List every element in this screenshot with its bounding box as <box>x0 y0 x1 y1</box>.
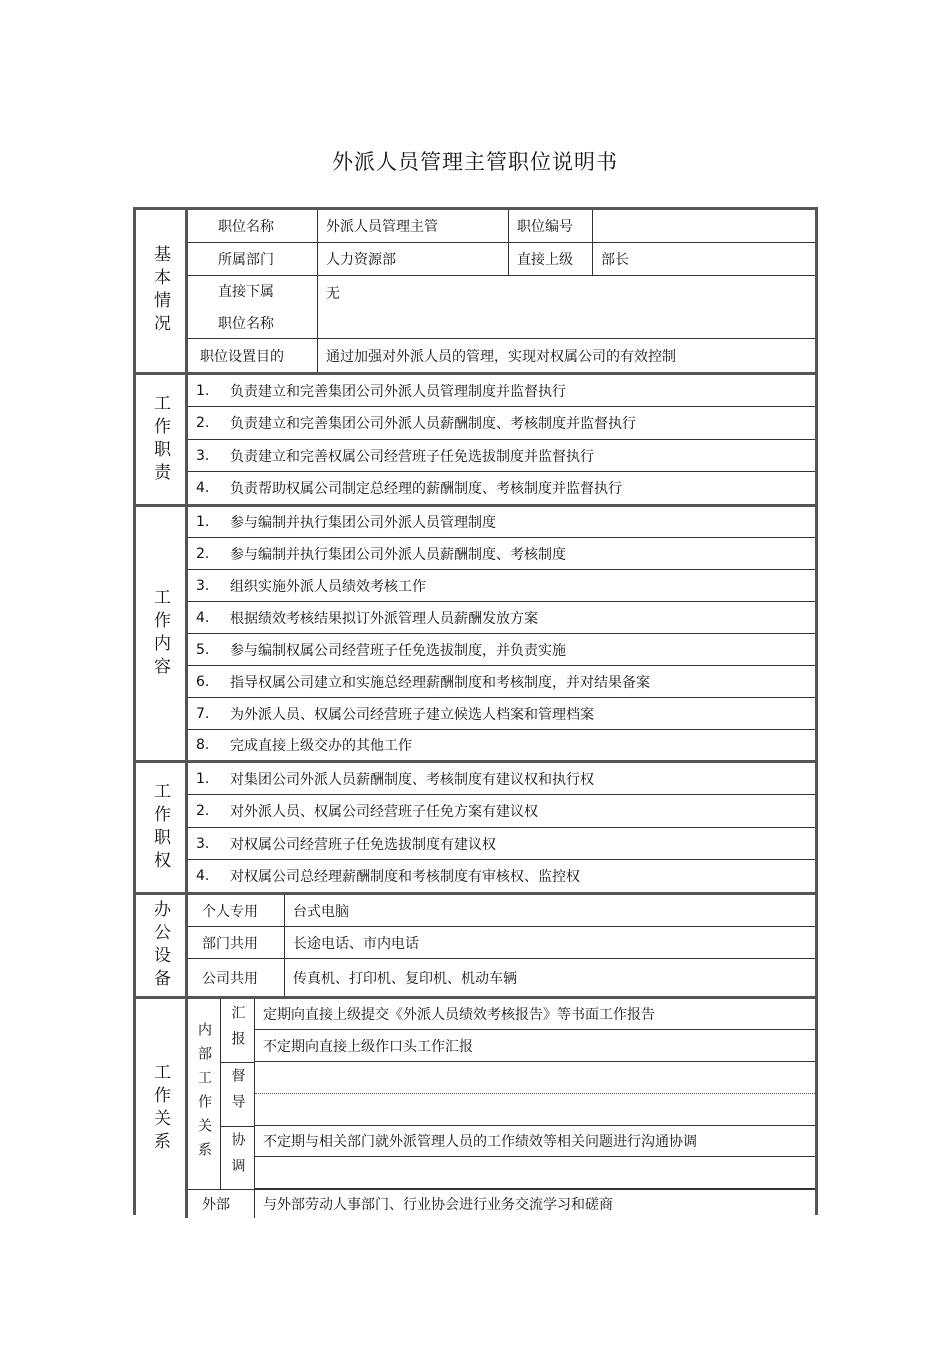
content-item: 1. 参与编制并执行集团公司外派人员管理制度 <box>188 507 815 538</box>
relations-label: 工作关系 <box>136 999 188 1218</box>
authority-item: 1. 对集团公司外派人员薪酬制度、考核制度有建议权和执行权 <box>188 763 815 795</box>
content-item: 8. 完成直接上级交办的其他工作 <box>196 737 412 754</box>
basic-row-4 <box>188 339 815 372</box>
report-item: 不定期向直接上级作口头工作汇报 <box>255 1030 815 1062</box>
report-label: 汇报 <box>221 999 254 1063</box>
superior-value: 部长 <box>601 252 629 268</box>
external-relations-row <box>188 1189 815 1218</box>
superior-label: 直接上级 <box>509 243 593 275</box>
basic-row-2 <box>188 243 815 276</box>
coordinate-label: 协调 <box>229 1131 246 1184</box>
basic-row-3 <box>188 276 815 339</box>
authority-label: 工作职权 <box>136 763 188 892</box>
equipment-label: 办公设备 <box>136 895 188 996</box>
equipment-row: 个人专用 台式电脑 <box>188 895 815 927</box>
purpose-label: 职位设置目的 <box>188 339 318 372</box>
purpose-value: 通过加强对外派人员的管理，实现对权属公司的有效控制 <box>326 348 676 365</box>
authority-item: 4. 对权属公司总经理薪酬制度和考核制度有审核权、监控权 <box>196 868 580 885</box>
job-description-table <box>133 207 818 1215</box>
internal-relations-label: 内部工作关系 <box>188 999 221 1189</box>
duties-label: 工作职责 <box>136 375 188 504</box>
internal-sub-labels <box>221 999 255 1189</box>
basic-row-1 <box>188 210 815 243</box>
position-name-value: 外派人员管理主管 <box>318 210 509 242</box>
basic-info-section <box>136 210 815 372</box>
document-title: 外派人员管理主管职位说明书 <box>332 150 618 174</box>
content-item: 3. 组织实施外派人员绩效考核工作 <box>188 570 815 602</box>
basic-info-label: 基本情况 <box>136 210 188 372</box>
authority-item: 3. 对权属公司经营班子任免选拔制度有建议权 <box>188 828 815 860</box>
relations-section <box>136 996 815 1218</box>
subordinate-label: 直接下属 职位名称 <box>188 276 318 338</box>
duty-item: 4. 负责帮助权属公司制定总经理的薪酬制度、考核制度并监督执行 <box>196 480 622 497</box>
content-item: 2. 参与编制并执行集团公司外派人员薪酬制度、考核制度 <box>188 538 815 570</box>
content-label: 工作内容 <box>136 507 188 760</box>
authority-item: 2. 对外派人员、权属公司经营班子任免方案有建议权 <box>188 795 815 828</box>
duties-section <box>136 372 815 504</box>
position-code-label: 职位编号 <box>509 210 593 242</box>
supervise-item <box>255 1062 815 1094</box>
external-label: 外部 <box>188 1190 255 1218</box>
equipment-row: 公司共用 传真机、打印机、复印机、机动车辆 <box>188 959 815 996</box>
content-item: 5. 参与编制权属公司经营班子任免选拔制度，并负责实施 <box>188 634 815 666</box>
position-name-label: 职位名称 <box>188 210 318 242</box>
coordinate-item: 不定期与相关部门就外派管理人员的工作绩效等相关问题进行沟通协调 <box>255 1126 815 1157</box>
position-code-value <box>593 210 815 242</box>
department-value: 人力资源部 <box>318 243 509 275</box>
equipment-row: 部门共用 长途电话、市内电话 <box>188 927 815 959</box>
department-label: 所属部门 <box>188 243 318 275</box>
duty-item: 1. 负责建立和完善集团公司外派人员管理制度并监督执行 <box>188 375 815 407</box>
duty-item: 3. 负责建立和完善权属公司经营班子任免选拔制度并监督执行 <box>188 440 815 472</box>
report-item: 定期向直接上级提交《外派人员绩效考核报告》等书面工作报告 <box>255 999 815 1030</box>
content-item: 4. 根据绩效考核结果拟订外派管理人员薪酬发放方案 <box>188 602 815 634</box>
external-value: 与外部劳动人事部门、行业协会进行业务交流学习和磋商 <box>263 1197 613 1213</box>
content-item: 7. 为外派人员、权属公司经营班子建立候选人档案和管理档案 <box>188 698 815 730</box>
internal-items <box>255 999 815 1189</box>
content-section <box>136 504 815 760</box>
content-item: 6. 指导权属公司建立和实施总经理薪酬制度和考核制度，并对结果备案 <box>188 666 815 698</box>
coordinate-item <box>255 1157 815 1189</box>
subordinate-value: 无 <box>326 286 340 302</box>
supervise-item <box>255 1094 815 1126</box>
duty-item: 2. 负责建立和完善集团公司外派人员薪酬制度、考核制度并监督执行 <box>188 407 815 440</box>
supervise-label: 督导 <box>221 1062 254 1127</box>
equipment-section <box>136 892 815 996</box>
authority-section <box>136 760 815 892</box>
